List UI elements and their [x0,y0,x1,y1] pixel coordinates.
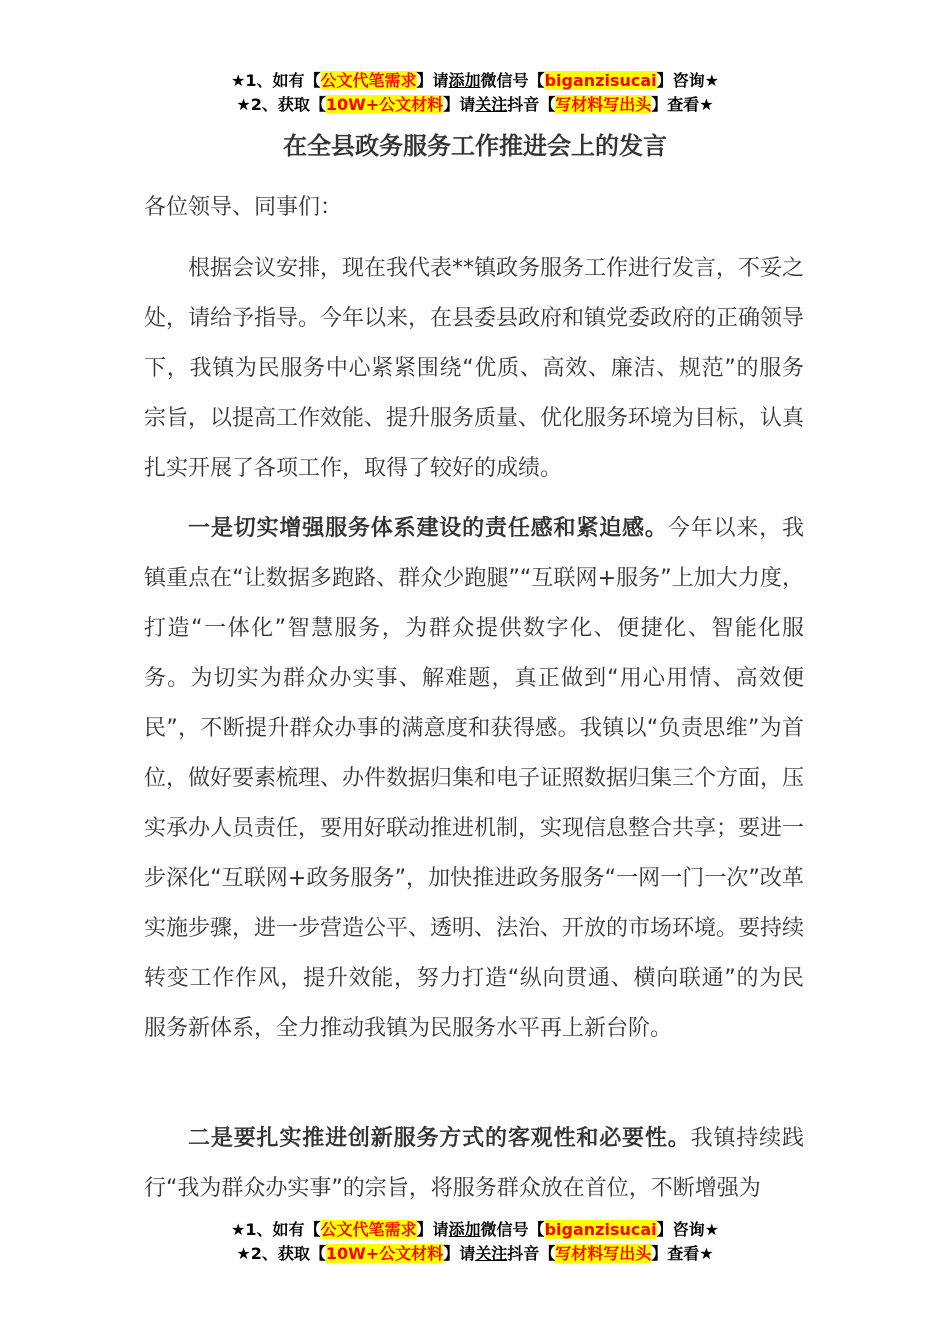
highlight-materials: 10W+公文材料 [325,1244,444,1263]
underlined-add: 添加 [448,1220,481,1239]
highlight-wechat-id: biganzisucai [544,71,657,90]
highlight-materials: 10W+公文材料 [325,95,444,114]
highlight-douyin: 写材料写出头 [555,1244,652,1263]
underlined-follow: 关注 [475,1244,508,1263]
highlight-service: 公文代笔需求 [320,71,417,90]
paragraph-text: 今年以来，我镇重点在“让数据多跑路、群众少跑腿”“互联网+服务”上加大力度，打造“一体化”智慧服务，为群众提供数字化、便捷化、智能化服务。为切实为群众办实事、解难题，真正做到“用心用情、高效便民”，不断提升群众办事的满意度和获得感。我镇以“负责思维”为首位，做好要素梳理、办件数据归集和电子证照数据归集三个方面，压实承办人员责任，要用好联动推进机制，实现信息整合共享；要进一步深化“互联网+政务服务”，加快推进政务服务“一网一门一次”改革实施步骤，进一步营造公平、透明、法治、开放的市场环境。要持续转变工作作风，提升效能，努力打造“纵向贯通、横向联通”的为民服务新体系，全力推动我镇为民服务水平再上新台阶。 [144,516,805,1041]
promo-text: 抖音【 [507,1244,556,1263]
promo-text: 】查看★ [651,95,714,114]
promo-text: ★2、获取【 [236,1244,326,1263]
promo-text: 抖音【 [507,95,556,114]
promo-text: 】请 [416,1220,449,1239]
document-title: 在全县政务服务工作推进会上的发言 [283,132,667,160]
promo-text: 】查看★ [651,1244,714,1263]
promo-text: 】咨询★ [656,71,719,90]
promo-line-2 [0,1242,950,1266]
promo-text: 微信号【 [480,1220,545,1239]
highlight-wechat-id: biganzisucai [544,1220,657,1239]
paragraph-text: 我镇持续践行“我为群众办实事”的宗旨，将服务群众放在首位，不断增强为 [144,1126,804,1201]
promo-text: 微信号【 [480,71,545,90]
promo-banner-top [0,69,950,117]
promo-line-2 [0,93,950,117]
paragraph-intro [144,244,804,494]
promo-text: ★1、如有【 [231,71,321,90]
promo-text: 】请 [443,95,476,114]
promo-text: ★2、获取【 [236,95,326,114]
promo-text: ★1、如有【 [231,1220,321,1239]
promo-banner-bottom [0,1218,950,1266]
underlined-add: 添加 [448,71,481,90]
promo-text: 】请 [443,1244,476,1263]
paragraph-text: 根据会议安排，现在我代表**镇政务服务工作进行发言，不妥之处，请给予指导。今年以来，在县委县政府和镇党委政府的正确领导下，我镇为民服务中心紧紧围绕“优质、高效、廉洁、规范”的服务宗旨，以提高工作效能、提升服务质量、优化服务环境为目标，认真扎实开展了各项工作，取得了较好的成绩。 [144,256,805,481]
underlined-follow: 关注 [475,95,508,114]
paragraph-lead: 一是切实增强服务体系建设的责任感和紧迫感。 [188,516,668,541]
promo-text: 】咨询★ [656,1220,719,1239]
paragraph-point-one [144,504,804,1054]
highlight-douyin: 写材料写出头 [555,95,652,114]
highlight-service: 公文代笔需求 [320,1220,417,1239]
paragraph-point-two [144,1114,804,1214]
promo-text: 】请 [416,71,449,90]
paragraph-lead: 二是要扎实推进创新服务方式的客观性和必要性。 [188,1126,691,1151]
promo-line-1 [0,1218,950,1242]
salutation: 各位领导、同事们： [144,195,343,220]
promo-line-1 [0,69,950,93]
